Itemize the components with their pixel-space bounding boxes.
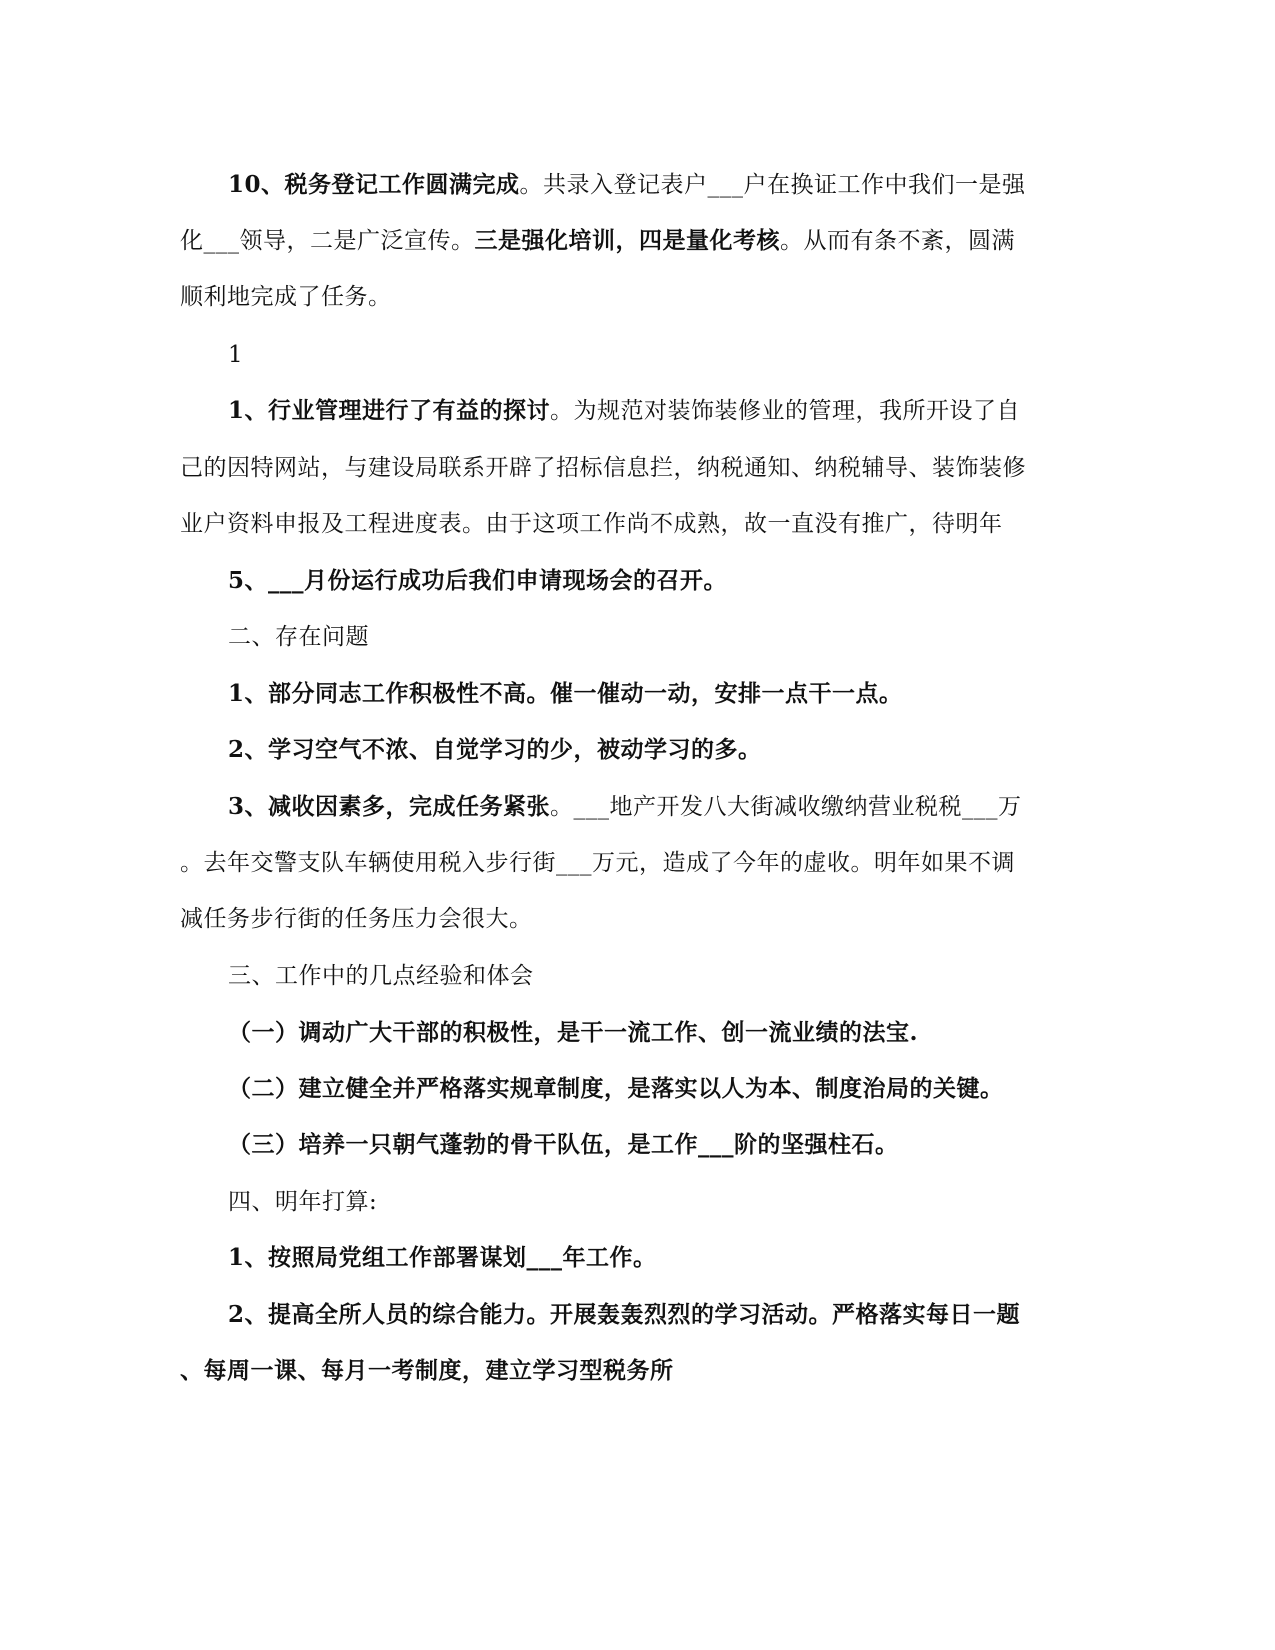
paragraph-line (228, 396, 1020, 426)
paragraph-line (180, 904, 533, 934)
paragraph-line (180, 453, 1026, 483)
body-text: 己的因特网站，与建设局联系开辟了招标信息拦，纳税通知、纳税辅导、装饰装修 (180, 455, 1026, 481)
bold-text: 5、___月份运行成功后我们申请现场会的召开。 (228, 567, 728, 594)
list-item-text: 、每周一课、每月一考制度，建立学习型税务所 (180, 1357, 674, 1384)
body-text: 顺利地完成了任务。 (180, 284, 392, 310)
body-text: 。去年交警支队车辆使用税入步行街___万元，造成了今年的虚收。明年如果不调 (180, 850, 1015, 876)
list-item (228, 1300, 1020, 1330)
bold-heading: 1、行业管理进行了有益的探讨 (228, 397, 551, 424)
list-item-text: （二）建立健全并严格落实规章制度，是落实以人为本、制度治局的关键。 (228, 1075, 1004, 1102)
list-item-text: 1、部分同志工作积极性不高。催一催动一动，安排一点干一点。 (228, 680, 903, 707)
list-item-text: 1、按照局党组工作部署谋划___年工作。 (228, 1244, 657, 1271)
list-item-text: 2、学习空气不浓、自觉学习的少，被动学习的多。 (228, 736, 762, 763)
paragraph-line (228, 792, 1022, 822)
page-number (228, 340, 243, 370)
body-text: 减任务步行街的任务压力会很大。 (180, 906, 533, 932)
section-heading (228, 1187, 377, 1217)
list-item (228, 1130, 899, 1160)
list-item (228, 679, 903, 709)
list-item (228, 735, 762, 765)
list-item (228, 1018, 918, 1048)
body-text: 。为规范对装饰装修业的管理，我所开设了自 (550, 398, 1021, 424)
list-item-text: （三）培养一只朝气蓬勃的骨干队伍，是工作___阶的坚强柱石。 (228, 1131, 899, 1158)
bold-text: 三是强化培训，四是量化考核 (474, 227, 780, 254)
list-item-text: 2、提高全所人员的综合能力。开展轰轰烈烈的学习活动。严格落实每日一题 (228, 1301, 1021, 1328)
list-item (228, 1074, 1004, 1104)
bold-heading: 10、税务登记工作圆满完成 (228, 171, 520, 198)
section-heading-text: 二、存在问题 (228, 624, 369, 650)
body-text: 业户资料申报及工程进度表。由于这项工作尚不成熟，故一直没有推广，待明年 (180, 511, 1003, 537)
section-heading (228, 622, 369, 652)
page-number-text: 1 (228, 342, 244, 368)
paragraph-line (180, 509, 1003, 539)
section-heading-text: 四、明年打算: (228, 1189, 378, 1215)
body-text: 。从而有条不紊，圆满 (780, 228, 1015, 254)
paragraph-line (180, 848, 1015, 878)
list-item (180, 1356, 674, 1386)
paragraph-line (180, 282, 392, 312)
body-text: 。___地产开发八大街减收缴纳营业税税___万 (550, 794, 1022, 820)
paragraph-line (180, 226, 1015, 256)
bold-heading: 3、减收因素多，完成任务紧张 (228, 793, 551, 820)
body-text: 。共录入登记表户___户在换证工作中我们一是强 (519, 172, 1026, 198)
paragraph-line (228, 170, 1026, 200)
list-item-text: （一）调动广大干部的积极性，是干一流工作、创一流业绩的法宝. (228, 1019, 919, 1046)
list-item (228, 1243, 657, 1273)
body-text: 化___领导，二是广泛宣传。 (180, 228, 475, 254)
paragraph-line (228, 566, 727, 596)
section-heading (228, 961, 534, 991)
section-heading-text: 三、工作中的几点经验和体会 (228, 963, 534, 989)
